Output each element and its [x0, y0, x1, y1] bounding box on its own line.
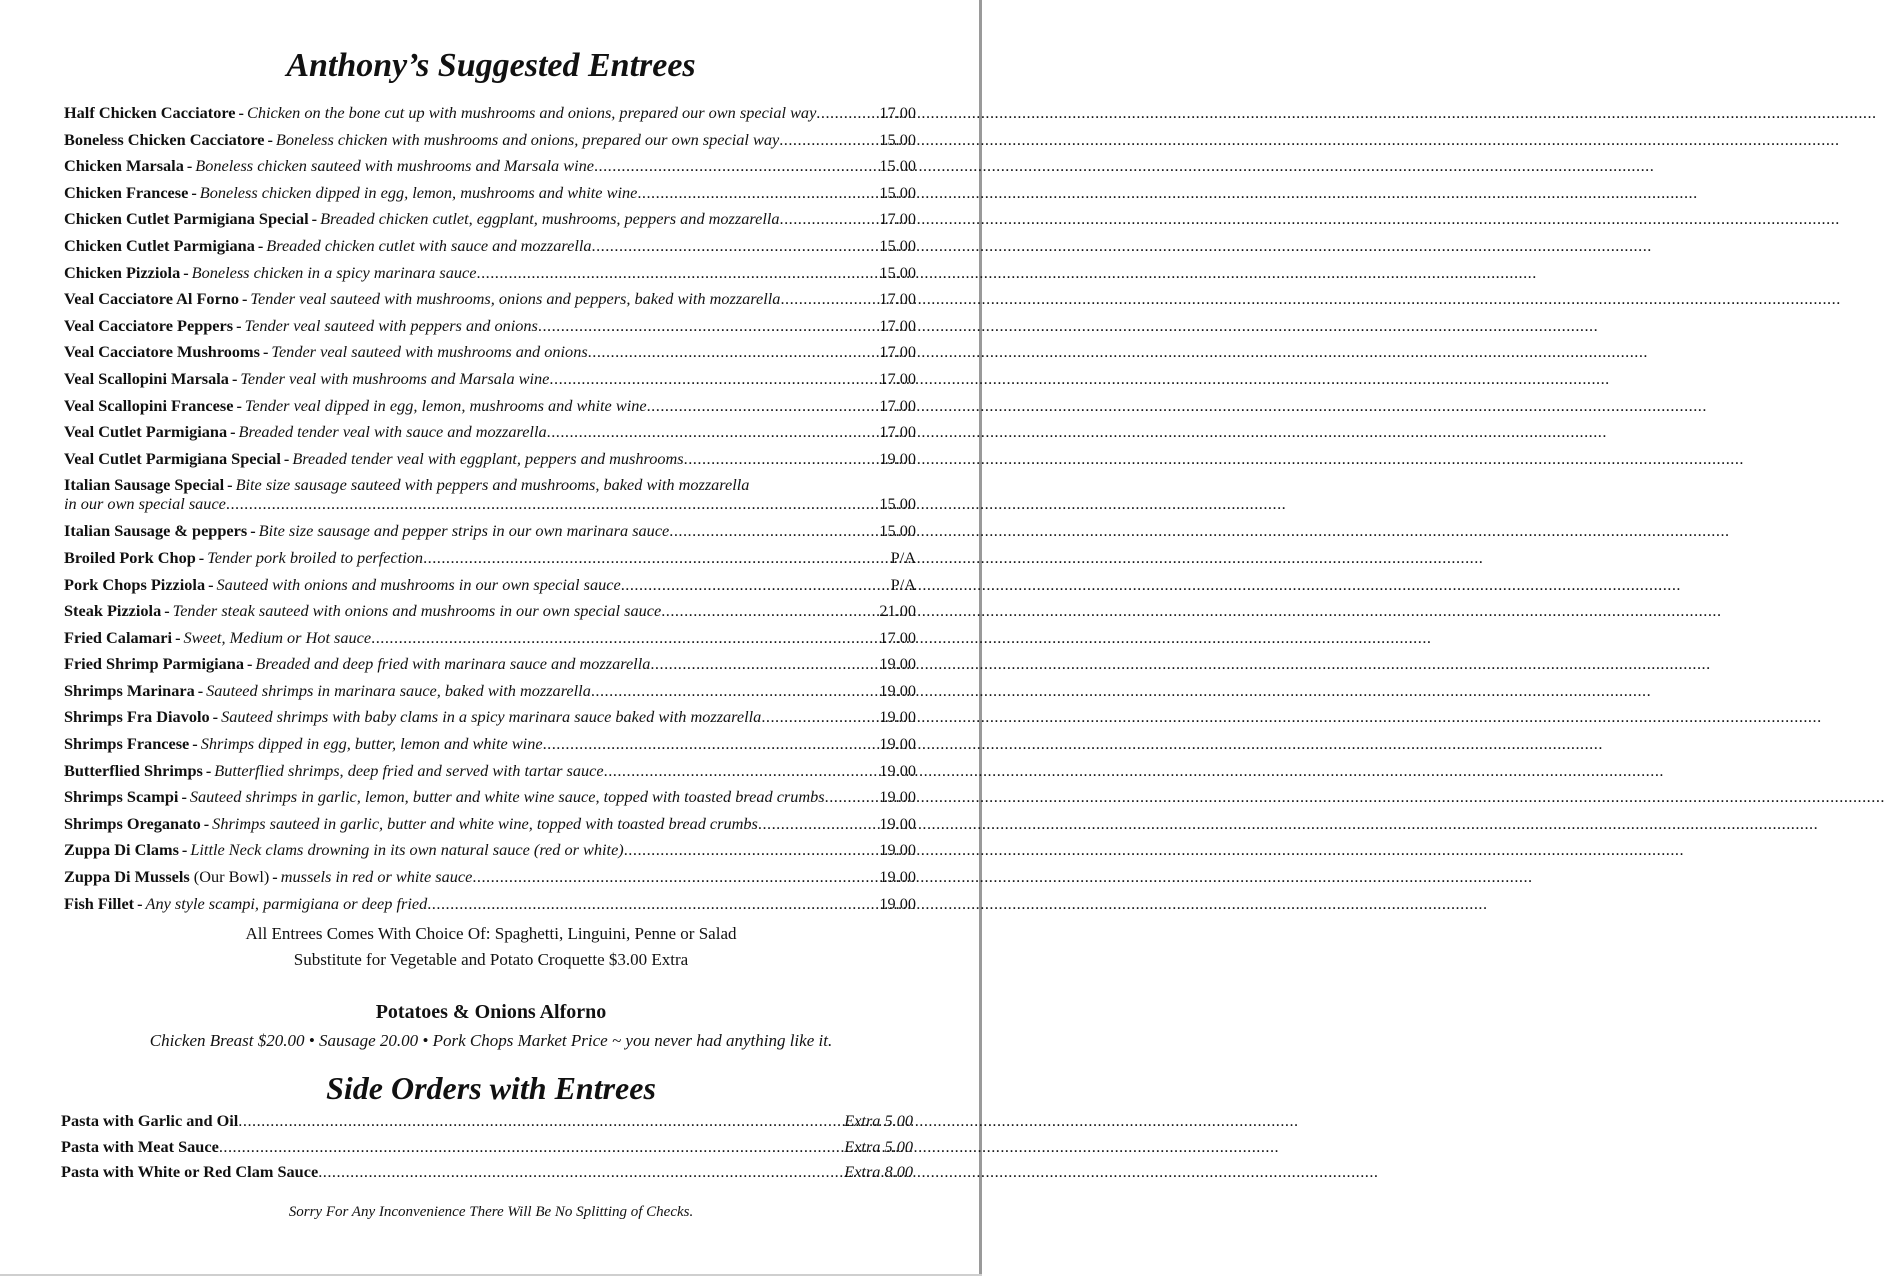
entree-separator: - [212, 707, 219, 727]
entree-name: Shrimps Scampi [64, 787, 179, 807]
leader-dots [825, 784, 880, 811]
entree-separator: - [183, 262, 189, 282]
entree-name: Pork Chops Pizziola [64, 574, 206, 594]
entree-name: Veal Cacciatore Peppers [64, 315, 234, 335]
entree-price: 17.00 [879, 368, 916, 388]
leader-dots [661, 598, 879, 625]
leader-dots [647, 393, 880, 420]
entree-separator: - [164, 601, 170, 621]
entree-separator: - [236, 395, 242, 415]
entree-name: Fried Calamari [64, 627, 173, 647]
leader-dots [780, 286, 879, 313]
entree-row [64, 153, 916, 180]
leader-dots [226, 493, 879, 515]
entree-name-extra: (Our Bowl) [193, 867, 270, 887]
entree-description: Bite size sausage and pepper strips in our own marinara sauce [258, 521, 670, 541]
entree-separator: - [262, 342, 269, 362]
entree-row [64, 572, 916, 599]
leader-dots [758, 811, 879, 838]
entree-row [64, 339, 916, 366]
entree-description: Little Neck clams drowning in its own natural sauce (red or white) [190, 840, 624, 860]
leader-dots [816, 100, 879, 127]
leader-dots [543, 731, 880, 758]
entree-row [64, 811, 916, 838]
entree-row [64, 286, 916, 313]
entree-separator: - [236, 315, 242, 335]
entree-description: Sauteed with onions and mushrooms in our own special sauce [216, 574, 621, 594]
entree-price: 17.00 [879, 422, 916, 442]
entree-price: 17.00 [879, 342, 916, 362]
choice-note: All Entrees Comes With Choice Of: Spaghetti, Linguini, Penne or Salad [245, 924, 737, 943]
entree-name: Chicken Pizziola [64, 262, 181, 282]
entree-price: 17.00 [879, 627, 916, 647]
entree-list [64, 100, 916, 917]
entree-price: 17.00 [879, 289, 916, 309]
side-order-name: Pasta with Garlic and Oil [61, 1111, 239, 1130]
side-orders-heading: Side Orders with Entrees [326, 1070, 656, 1106]
entree-row [64, 891, 916, 918]
entree-price: 19.00 [879, 893, 916, 913]
entree-separator: - [250, 521, 256, 541]
entree-separator: - [181, 787, 187, 807]
entree-separator: - [242, 289, 248, 309]
entree-name: Half Chicken Cacciatore [64, 103, 236, 122]
side-order-row [61, 1134, 913, 1160]
entree-name: Italian Sausage & peppers [64, 521, 248, 541]
entree-price: 19.00 [879, 867, 916, 887]
entree-row [64, 393, 916, 420]
entree-price: P/A [890, 547, 916, 567]
leader-dots [238, 1108, 844, 1134]
entree-name: Chicken Francese [64, 182, 189, 202]
entree-description: Tender veal with mushrooms and Marsala wine [240, 368, 550, 388]
entree-separator: - [205, 760, 212, 780]
leader-dots [547, 419, 880, 446]
side-orders-list [61, 1108, 913, 1185]
entree-separator: - [257, 235, 264, 255]
entree-description: Sauteed shrimps in garlic, lemon, butter and white wine sauce, topped with toasted bread crumbs [189, 787, 825, 807]
entree-price: 19.00 [879, 734, 916, 754]
entree-row-italian-sausage-special [64, 472, 916, 518]
entree-description-continued: in our own special sauce [64, 494, 226, 514]
entree-row [64, 598, 916, 625]
entree-price: 19.00 [879, 654, 916, 674]
side-order-name: Pasta with White or Red Clam Sauce [61, 1162, 319, 1182]
leader-dots [427, 891, 879, 918]
entree-name: Boneless Chicken Cacciatore [64, 129, 265, 149]
entree-separator: - [186, 156, 193, 176]
entree-price: 17.00 [879, 209, 916, 229]
side-order-price: Extra 5.00 [844, 1111, 913, 1130]
entree-row [64, 758, 916, 785]
entree-separator: - [230, 422, 236, 442]
entree-price: 15.00 [879, 182, 916, 202]
entree-description: Shrimps sauteed in garlic, butter and white wine, topped with toasted bread crumbs [212, 813, 758, 833]
entree-row [64, 864, 916, 891]
entree-row [64, 545, 916, 572]
entree-description: Boneless chicken dipped in egg, lemon, mushrooms and white wine [199, 182, 638, 202]
entree-description: Tender veal sauteed with mushrooms, onions and peppers, baked with mozzarella [250, 289, 781, 309]
entree-separator: - [208, 574, 214, 594]
entree-separator: - [175, 627, 181, 647]
leader-dots [472, 864, 879, 891]
entree-separator: - [137, 893, 143, 913]
entree-separator: - [272, 867, 278, 887]
entree-name: Veal Cutlet Parmigiana [64, 422, 228, 442]
entree-row [64, 313, 916, 340]
entree-name: Chicken Cutlet Parmigiana Special [64, 209, 309, 229]
entree-price: 19.00 [879, 813, 916, 833]
leader-dots [371, 625, 879, 652]
entree-description: Tender steak sauteed with onions and mushrooms in our own special sauce [172, 601, 662, 621]
leader-dots [477, 260, 880, 287]
entree-price: 15.00 [879, 129, 916, 149]
entree-row [64, 446, 916, 473]
entree-price: 19.00 [879, 680, 916, 700]
entree-price: 19.00 [879, 840, 916, 860]
leader-dots [538, 313, 879, 340]
entree-name: Veal Cacciatore Al Forno [64, 289, 239, 309]
entree-name: Fish Fillet [64, 893, 135, 913]
entree-separator: - [203, 813, 210, 833]
entree-name: Shrimps Oreganato [64, 813, 201, 833]
entree-separator: - [311, 209, 318, 229]
leader-dots [604, 758, 880, 785]
entree-description: Breaded tender veal with sauce and mozzarella [238, 422, 547, 442]
entree-description: Tender veal sauteed with peppers and onions [244, 315, 538, 335]
entree-separator: - [231, 368, 238, 388]
entree-name: Shrimps Marinara [64, 680, 195, 700]
entree-price: 19.00 [879, 707, 916, 727]
leader-dots [650, 651, 879, 678]
entree-row [64, 206, 916, 233]
entree-row [64, 837, 916, 864]
entree-description: Bite size sausage sauteed with peppers and mushrooms, baked with mozzarella [235, 475, 750, 495]
entree-description: Butterflied shrimps, deep fried and served with tartar sauce [214, 760, 604, 780]
leader-dots [592, 233, 880, 260]
entree-price: 19.00 [879, 787, 916, 807]
entree-row [64, 704, 916, 731]
entree-separator: - [191, 182, 197, 202]
entree-description: Breaded tender veal with eggplant, peppers and mushrooms [292, 448, 684, 468]
leader-dots [549, 366, 879, 393]
entree-description: mussels in red or white sauce [280, 867, 473, 887]
entree-name: Zuppa Di Mussels [64, 867, 190, 887]
entree-description: Tender veal sauteed with mushrooms and onions [271, 342, 588, 362]
entree-price: 15.00 [879, 262, 916, 282]
entree-description: Breaded chicken cutlet with sauce and mozzarella [266, 235, 592, 255]
entree-name: Shrimps Fra Diavolo [64, 707, 210, 727]
entree-price: 15.00 [879, 235, 916, 255]
leader-dots [761, 704, 879, 731]
side-order-name: Pasta with Meat Sauce [61, 1136, 219, 1156]
entree-price: 15.00 [879, 521, 916, 541]
leader-dots [594, 153, 879, 180]
entree-row [64, 678, 916, 705]
leader-dots [637, 180, 879, 207]
entree-row [64, 625, 916, 652]
side-order-price: Extra 8.00 [844, 1162, 913, 1182]
entree-price: 19.00 [879, 760, 916, 780]
entree-description: Boneless chicken in a spicy marinara sauce [191, 262, 477, 282]
entree-name: Veal Scallopini Francese [64, 395, 234, 415]
entree-price: 15.00 [879, 494, 916, 514]
entree-name: Butterflied Shrimps [64, 760, 203, 780]
entree-description: Sauteed shrimps in marinara sauce, baked with mozzarella [206, 680, 591, 700]
leader-dots [624, 837, 880, 864]
entree-row [64, 127, 916, 154]
footer-note: Sorry For Any Inconvenience There Will Be No Splitting of Checks. [288, 1204, 694, 1220]
entree-separator: - [267, 129, 273, 149]
entree-row [64, 100, 916, 127]
leader-dots [588, 339, 880, 366]
entree-description: Tender pork broiled to perfection [207, 547, 424, 567]
entree-price: 17.00 [879, 103, 916, 122]
entree-name: Broiled Pork Chop [64, 547, 196, 567]
entree-name: Italian Sausage Special [64, 475, 225, 495]
entree-description: Chicken on the bone cut up with mushrooms and onions, prepared our own special way [246, 103, 817, 122]
entree-name: Veal Scallopini Marsala [64, 368, 229, 388]
entree-description: Sweet, Medium or Hot sauce [183, 627, 372, 647]
entree-name: Steak Pizziola [64, 601, 162, 621]
entree-description: Tender veal dipped in egg, lemon, mushrooms and white wine [244, 395, 647, 415]
entree-description: Boneless chicken sauteed with mushrooms and Marsala wine [195, 156, 594, 176]
entree-name: Fried Shrimp Parmigiana [64, 654, 244, 674]
entree-separator: - [192, 734, 198, 754]
entree-row [64, 731, 916, 758]
entree-separator: - [181, 840, 188, 860]
side-order-row [61, 1159, 913, 1185]
entree-price: 15.00 [879, 156, 916, 176]
entree-name: Zuppa Di Clams [64, 840, 179, 860]
entree-name: Veal Cutlet Parmigiana Special [64, 448, 281, 468]
entree-row [64, 233, 916, 260]
leader-dots [669, 518, 879, 545]
entree-description: Breaded and deep fried with marinara sauce and mozzarella [255, 654, 651, 674]
entree-description: Shrimps dipped in egg, butter, lemon and white wine [200, 734, 543, 754]
entree-price: 17.00 [879, 315, 916, 335]
entree-separator: - [247, 654, 253, 674]
entree-row [64, 518, 916, 545]
entree-description: Breaded chicken cutlet, eggplant, mushrooms, peppers and mozzarella [320, 209, 780, 229]
entree-name: Chicken Marsala [64, 156, 184, 176]
leader-dots [779, 127, 879, 154]
entree-row [64, 419, 916, 446]
leader-dots [318, 1159, 844, 1185]
entree-separator: - [238, 103, 244, 122]
leader-dots [780, 206, 880, 233]
entree-name: Shrimps Francese [64, 734, 190, 754]
leader-dots [591, 678, 880, 705]
substitute-note: Substitute for Vegetable and Potato Croquette $3.00 Extra [293, 950, 689, 969]
entree-name: Chicken Cutlet Parmigiana [64, 235, 255, 255]
side-order-price: Extra 5.00 [844, 1136, 913, 1156]
leader-dots [219, 1134, 844, 1160]
potatoes-heading: Potatoes & Onions Alforno [375, 1001, 607, 1023]
entree-description: Boneless chicken with mushrooms and onions, prepared our own special way [275, 129, 780, 149]
entree-description: Any style scampi, parmigiana or deep fried [145, 893, 428, 913]
entree-row [64, 260, 916, 287]
leader-dots [684, 446, 880, 473]
entree-price: P/A [890, 574, 916, 594]
entree-name: Veal Cacciatore Mushrooms [64, 342, 260, 362]
page-title: Anthony’s Suggested Entrees [286, 47, 696, 84]
entree-row [64, 366, 916, 393]
potatoes-description: Chicken Breast $20.00 • Sausage 20.00 • Pork Chops Market Price ~ you never had anything like it. [149, 1031, 833, 1050]
entree-separator: - [197, 680, 204, 700]
entree-description: Sauteed shrimps with baby clams in a spicy marinara sauce baked with mozzarella [221, 707, 762, 727]
entree-price: 17.00 [879, 395, 916, 415]
leader-dots [423, 545, 891, 572]
entree-separator: - [227, 475, 233, 495]
entree-row [64, 784, 916, 811]
leader-dots [621, 572, 891, 599]
entree-row [64, 651, 916, 678]
entree-row [64, 180, 916, 207]
entree-price: 21.00 [879, 601, 916, 621]
side-order-row [61, 1108, 913, 1134]
entree-separator: - [198, 547, 205, 567]
entree-separator: - [283, 448, 290, 468]
entree-price: 19.00 [879, 448, 916, 468]
